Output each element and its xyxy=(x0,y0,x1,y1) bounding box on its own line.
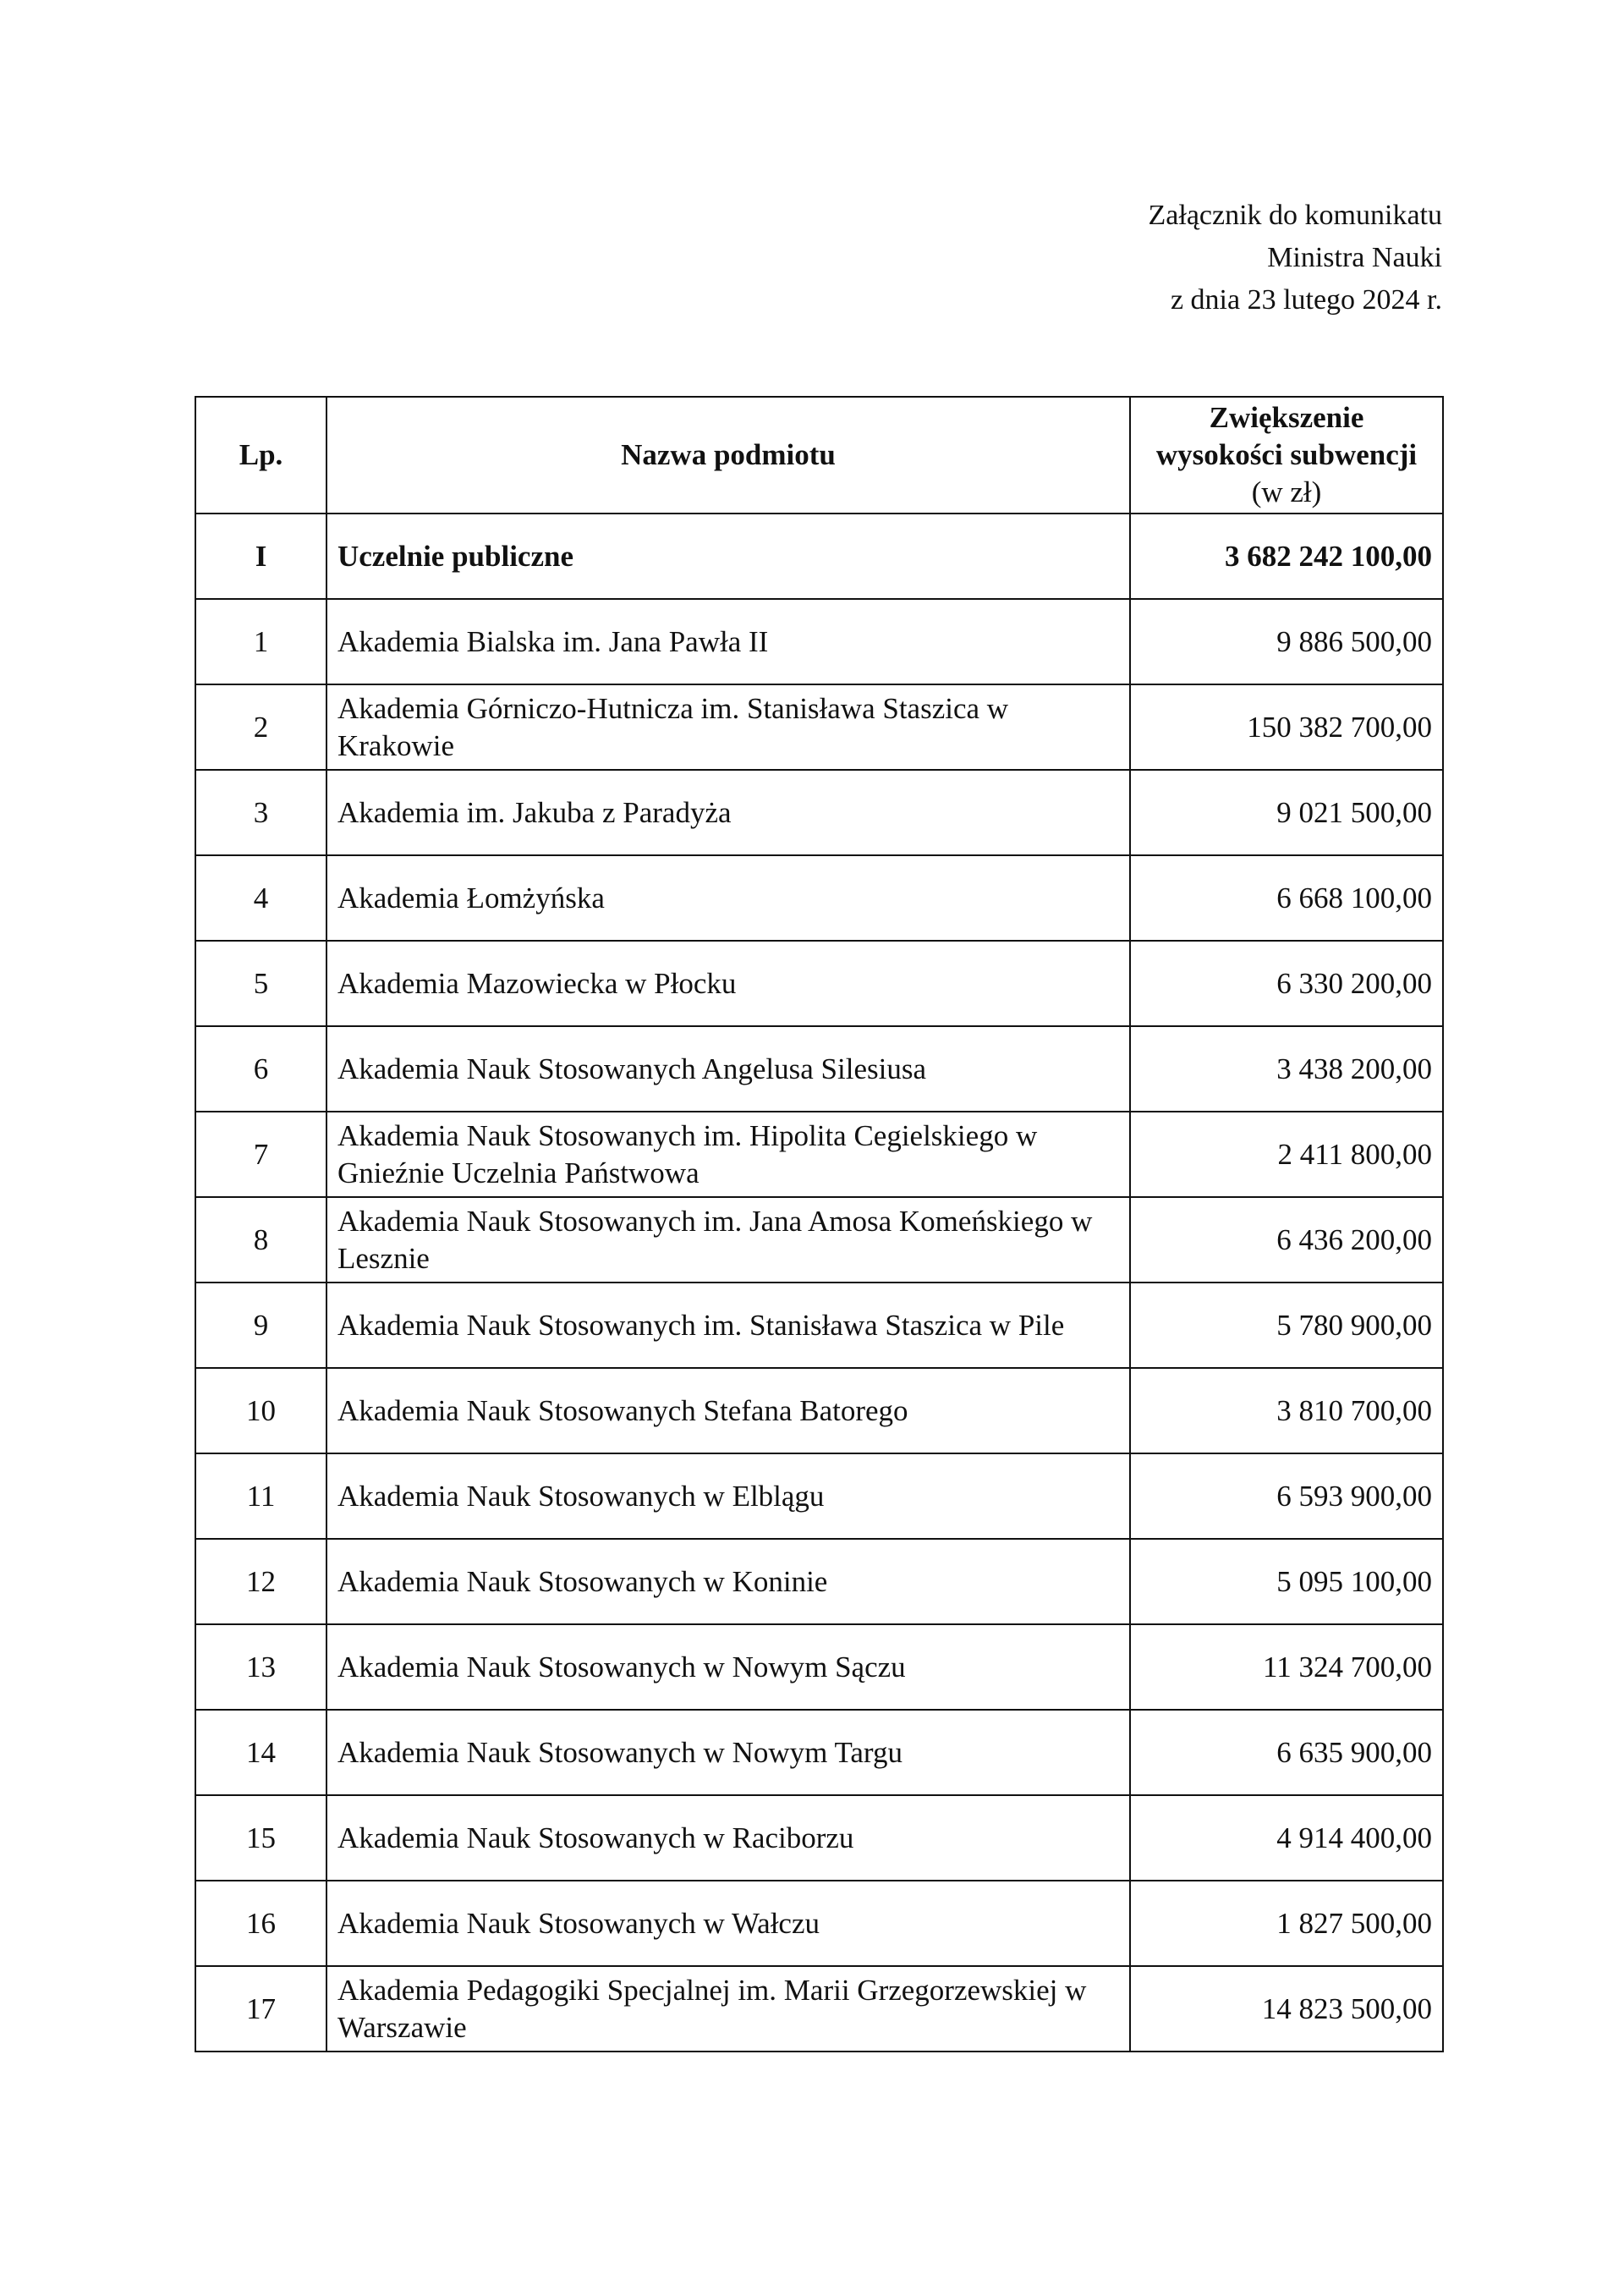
row-lp: 2 xyxy=(195,684,326,770)
row-amount: 6 635 900,00 xyxy=(1130,1710,1443,1795)
row-lp: 14 xyxy=(195,1710,326,1795)
section-amount: 3 682 242 100,00 xyxy=(1130,514,1443,599)
table-row xyxy=(195,941,1443,1026)
row-amount: 14 823 500,00 xyxy=(1130,1966,1443,2052)
table-row xyxy=(195,1453,1443,1539)
row-lp: 11 xyxy=(195,1453,326,1539)
table-row xyxy=(195,1624,1443,1710)
table-row xyxy=(195,1197,1443,1283)
table-row xyxy=(195,1795,1443,1881)
table-row xyxy=(195,1881,1443,1966)
row-amount: 1 827 500,00 xyxy=(1130,1881,1443,1966)
row-lp: 9 xyxy=(195,1283,326,1368)
row-name: Akademia Nauk Stosowanych w Koninie xyxy=(326,1539,1130,1624)
table-row xyxy=(195,1283,1443,1368)
table-header-row xyxy=(195,397,1443,514)
row-amount: 4 914 400,00 xyxy=(1130,1795,1443,1881)
row-amount: 6 436 200,00 xyxy=(1130,1197,1443,1283)
row-lp: 6 xyxy=(195,1026,326,1112)
table-row xyxy=(195,1966,1443,2052)
row-lp: 7 xyxy=(195,1112,326,1197)
row-lp: 5 xyxy=(195,941,326,1026)
table-row xyxy=(195,684,1443,770)
attachment-note xyxy=(1149,195,1442,321)
row-lp: 12 xyxy=(195,1539,326,1624)
row-lp: 15 xyxy=(195,1795,326,1881)
attachment-note-line-2: Ministra Nauki xyxy=(1267,242,1442,273)
row-name: Akademia Nauk Stosowanych w Nowym Targu xyxy=(326,1710,1130,1795)
row-lp: 4 xyxy=(195,855,326,941)
row-amount: 150 382 700,00 xyxy=(1130,684,1443,770)
row-lp: 13 xyxy=(195,1624,326,1710)
row-name: Akademia Łomżyńska xyxy=(326,855,1130,941)
table-row xyxy=(195,1368,1443,1453)
column-header-amount xyxy=(1130,397,1443,514)
row-name: Akademia Pedagogiki Specjalnej im. Marii Grzegorzewskiej w Warszawie xyxy=(326,1966,1130,2052)
row-lp: 16 xyxy=(195,1881,326,1966)
section-row xyxy=(195,514,1443,599)
attachment-note-line-3: z dnia 23 lutego 2024 r. xyxy=(1170,284,1442,316)
row-amount: 9 021 500,00 xyxy=(1130,770,1443,855)
column-header-amount-line-1: Zwiększenie xyxy=(1209,401,1364,434)
row-lp: 17 xyxy=(195,1966,326,2052)
column-header-amount-unit: (w zł) xyxy=(1251,475,1322,508)
table-row xyxy=(195,1112,1443,1197)
row-amount: 11 324 700,00 xyxy=(1130,1624,1443,1710)
subsidy-table xyxy=(195,396,1444,2052)
row-name: Akademia Nauk Stosowanych w Wałczu xyxy=(326,1881,1130,1966)
column-header-name: Nazwa podmiotu xyxy=(326,397,1130,514)
row-amount: 2 411 800,00 xyxy=(1130,1112,1443,1197)
row-lp: 3 xyxy=(195,770,326,855)
row-lp: 1 xyxy=(195,599,326,684)
attachment-note-line-1: Załącznik do komunikatu xyxy=(1148,200,1442,231)
row-name: Akademia Nauk Stosowanych im. Hipolita Cegielskiego w Gnieźnie Uczelnia Państwowa xyxy=(326,1112,1130,1197)
row-amount: 5 780 900,00 xyxy=(1130,1283,1443,1368)
section-lp: I xyxy=(195,514,326,599)
row-name: Akademia im. Jakuba z Paradyża xyxy=(326,770,1130,855)
row-lp: 8 xyxy=(195,1197,326,1283)
column-header-lp: Lp. xyxy=(195,397,326,514)
row-amount: 6 668 100,00 xyxy=(1130,855,1443,941)
row-name: Akademia Nauk Stosowanych Stefana Batorego xyxy=(326,1368,1130,1453)
row-name: Akademia Nauk Stosowanych Angelusa Silesiusa xyxy=(326,1026,1130,1112)
section-name: Uczelnie publiczne xyxy=(326,514,1130,599)
row-name: Akademia Nauk Stosowanych w Elblągu xyxy=(326,1453,1130,1539)
table-row xyxy=(195,599,1443,684)
row-name: Akademia Bialska im. Jana Pawła II xyxy=(326,599,1130,684)
column-header-amount-line-2: wysokości subwencji xyxy=(1155,438,1418,471)
table-row xyxy=(195,770,1443,855)
table-row xyxy=(195,1539,1443,1624)
row-lp: 10 xyxy=(195,1368,326,1453)
table-row xyxy=(195,855,1443,941)
row-name: Akademia Nauk Stosowanych im. Stanisława Staszica w Pile xyxy=(326,1283,1130,1368)
row-name: Akademia Nauk Stosowanych w Raciborzu xyxy=(326,1795,1130,1881)
table-row xyxy=(195,1026,1443,1112)
row-amount: 3 438 200,00 xyxy=(1130,1026,1443,1112)
row-amount: 5 095 100,00 xyxy=(1130,1539,1443,1624)
row-amount: 3 810 700,00 xyxy=(1130,1368,1443,1453)
row-amount: 6 593 900,00 xyxy=(1130,1453,1443,1539)
row-amount: 9 886 500,00 xyxy=(1130,599,1443,684)
row-name: Akademia Nauk Stosowanych w Nowym Sączu xyxy=(326,1624,1130,1710)
row-name: Akademia Mazowiecka w Płocku xyxy=(326,941,1130,1026)
table-row xyxy=(195,1710,1443,1795)
row-name: Akademia Górniczo-Hutnicza im. Stanisława Staszica w Krakowie xyxy=(326,684,1130,770)
row-amount: 6 330 200,00 xyxy=(1130,941,1443,1026)
row-name: Akademia Nauk Stosowanych im. Jana Amosa Komeńskiego w Lesznie xyxy=(326,1197,1130,1283)
